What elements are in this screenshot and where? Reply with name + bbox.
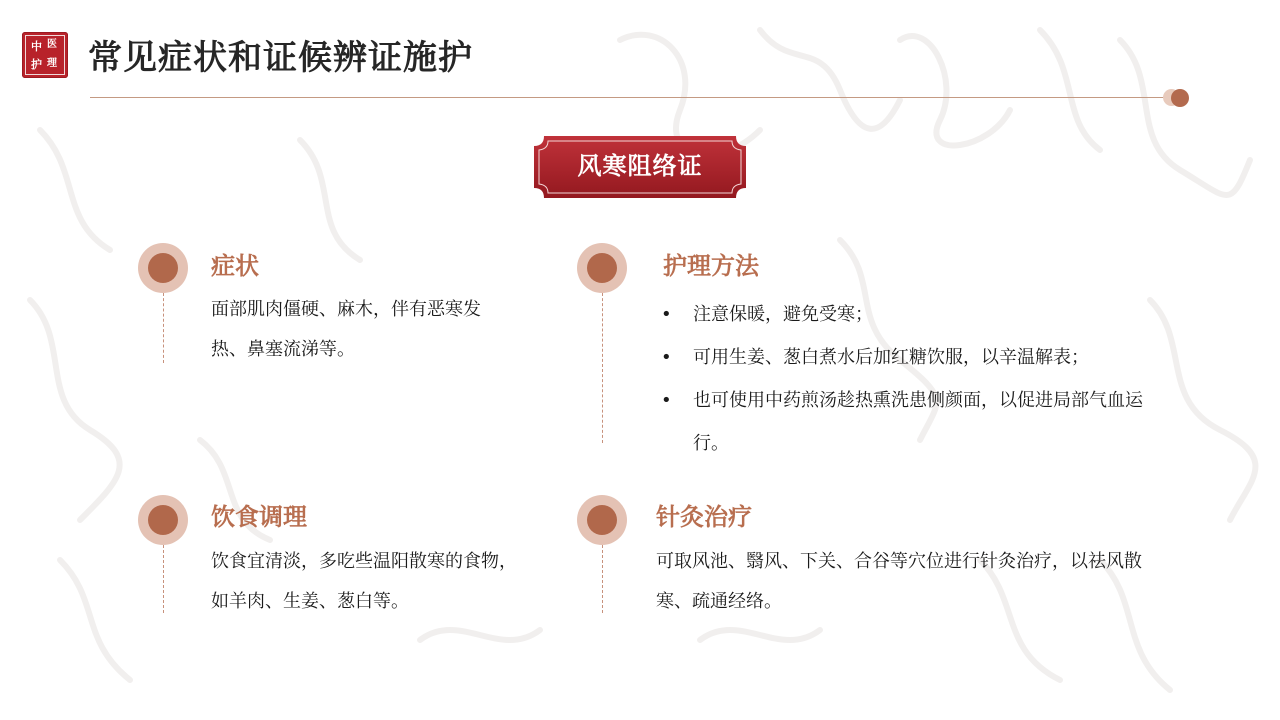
- marker-core: [148, 253, 178, 283]
- nursing-bullet-list: [661, 293, 1151, 465]
- section-connector: [163, 545, 164, 613]
- section-connector: [602, 545, 603, 613]
- bullet-item: • 也可使用中药煎汤趁热熏洗患侧颜面，以促进局部气血运行。: [661, 379, 1151, 465]
- section-text-acupuncture: 可取风池、翳风、下关、合谷等穴位进行针灸治疗，以祛风散寒、疏通经络。: [656, 551, 1142, 612]
- syndrome-banner: [534, 136, 746, 198]
- page-title: 常见症状和证候辨证施护: [88, 38, 473, 78]
- bullet-item: • 注意保暖，避免受寒；: [661, 293, 1151, 336]
- seal-char: 护: [31, 58, 42, 71]
- marker-core: [148, 505, 178, 535]
- header-divider: [90, 97, 1175, 98]
- section-text-diet: 饮食宜清淡，多吃些温阳散寒的食物，如羊肉、生姜、葱白等。: [211, 551, 517, 612]
- section-connector: [602, 293, 603, 443]
- banner-label: 风寒阻络证: [577, 152, 703, 180]
- section-text-symptoms: 面部肌肉僵硬、麻木，伴有恶寒发热、鼻塞流涕等。: [211, 299, 481, 360]
- seal-char: 理: [47, 58, 57, 69]
- bullet-item: • 可用生姜、葱白煮水后加红糖饮服，以辛温解表；: [661, 336, 1151, 379]
- marker-core: [587, 253, 617, 283]
- section-marker: [577, 243, 627, 293]
- seal-char: 中: [31, 40, 42, 53]
- section-title-acupuncture: 针灸治疗: [656, 503, 752, 531]
- logo-seal: [22, 32, 68, 78]
- section-marker: [138, 243, 188, 293]
- section-title-symptoms: 症状: [211, 252, 259, 280]
- section-title-diet: 饮食调理: [211, 503, 307, 531]
- section-connector: [163, 293, 164, 363]
- divider-dot: [1171, 89, 1189, 107]
- section-marker: [138, 495, 188, 545]
- marker-core: [587, 505, 617, 535]
- section-marker: [577, 495, 627, 545]
- seal-char: 医: [47, 39, 57, 50]
- section-title-nursing: 护理方法: [663, 252, 759, 280]
